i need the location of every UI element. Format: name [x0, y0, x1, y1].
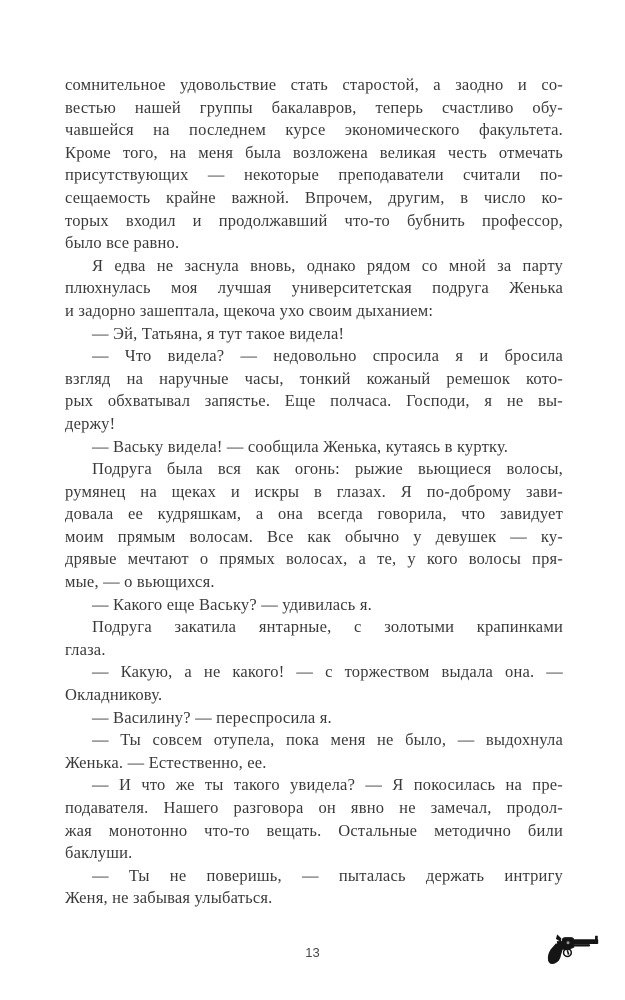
- paragraph: [65, 255, 563, 323]
- paragraph: [65, 774, 563, 864]
- paragraph: [65, 661, 563, 706]
- text-line: — Какую, а не какого! — с торжеством выдала она. —: [92, 662, 563, 682]
- paragraph: [65, 74, 563, 255]
- text-line: Подруга закатила янтарные, с золотыми крапинками: [92, 617, 563, 637]
- text-line: — Какого еще Ваську? — удивилась я.: [92, 594, 372, 614]
- text-line: мые, — о вьющихся.: [65, 572, 215, 592]
- text-line: плюхнулась моя лучшая университетская подруга Женька: [65, 278, 563, 298]
- page-number: 13: [305, 945, 320, 960]
- text-line: рых обхватывал запястье. Еще полчаса. Господи, я не вы-: [65, 391, 563, 411]
- text-line: сомнительное удовольствие стать старостой, а заодно и со-: [65, 75, 563, 94]
- text-line: — Ты не поверишь, — пыталась держать интригу: [92, 865, 563, 885]
- paragraph: [65, 458, 563, 594]
- text-line: торых входил и продолжавший что-то бубнить профессор,: [65, 210, 563, 230]
- text-line: присутствующих — некоторые преподаватели считали по-: [65, 165, 563, 185]
- text-line: — Василину? — переспросила я.: [92, 707, 332, 727]
- text-line: жая монотонно что-то вещать. Остальные методично били: [65, 820, 563, 840]
- text-line: Женя, не забывая улыбаться.: [65, 888, 273, 908]
- paragraph: [65, 436, 563, 459]
- text-line: баклуши.: [65, 843, 133, 863]
- text-line: — Ты совсем отупела, пока меня не было, — выдохнула: [92, 730, 563, 750]
- revolver-icon: [544, 933, 602, 969]
- text-line: подавателя. Нашего разговора он явно не замечал, продол-: [65, 798, 563, 817]
- paragraph: [65, 594, 563, 617]
- text-line: и задорно зашептала, щекоча ухо своим дыханием:: [65, 300, 434, 320]
- text-line: румянец на щеках и искры в глазах. Я по-доброму зави-: [65, 481, 563, 501]
- text-line: было все равно.: [65, 233, 180, 253]
- text-line: Подруга была вся как огонь: рыжие вьющиеся волосы,: [92, 459, 563, 479]
- text-line: дрявые мечтают о прямых волосах, а те, у кого волосы пря-: [65, 549, 563, 569]
- text-line: довала ее кудряшкам, а она всегда говорила, что завидует: [65, 504, 563, 524]
- text-line: сещаемость крайне важной. Впрочем, другим, в число ко-: [65, 187, 563, 207]
- paragraph: [65, 865, 563, 910]
- text-line: глаза.: [65, 639, 106, 659]
- text-line: моим прямым волосам. Все как обычно у девушек — ку-: [65, 526, 563, 546]
- text-line: Кроме того, на меня была возложена великая честь отмечать: [65, 142, 563, 162]
- text-line: — Ваську видела! — сообщила Женька, кутаясь в куртку.: [92, 436, 509, 456]
- text-line: Я едва не заснула вновь, однако рядом со мной за парту: [92, 255, 563, 275]
- text-line: — Эй, Татьяна, я тут такое видела!: [92, 323, 345, 343]
- paragraph: [65, 323, 563, 346]
- text-line: вестью нашей группы бакалавров, теперь счастливо обу-: [65, 97, 563, 117]
- text-line: взгляд на наручные часы, тонкий кожаный ремешок кото-: [65, 368, 563, 388]
- paragraph: [65, 729, 563, 774]
- text-line: чавшейся на последнем курсе экономического факультета.: [65, 120, 563, 140]
- text-line: — Что видела? — недовольно спросила я и бросила: [92, 346, 563, 366]
- paragraph: [65, 707, 563, 730]
- paragraph: [65, 616, 563, 661]
- body-text: [65, 74, 563, 910]
- text-line: Окладникову.: [65, 685, 163, 705]
- text-line: держу!: [65, 413, 116, 433]
- paragraph: [65, 345, 563, 435]
- text-line: — И что же ты такого увидела? — Я покосилась на пре-: [92, 775, 563, 795]
- text-line: Женька. — Естественно, ее.: [65, 752, 267, 772]
